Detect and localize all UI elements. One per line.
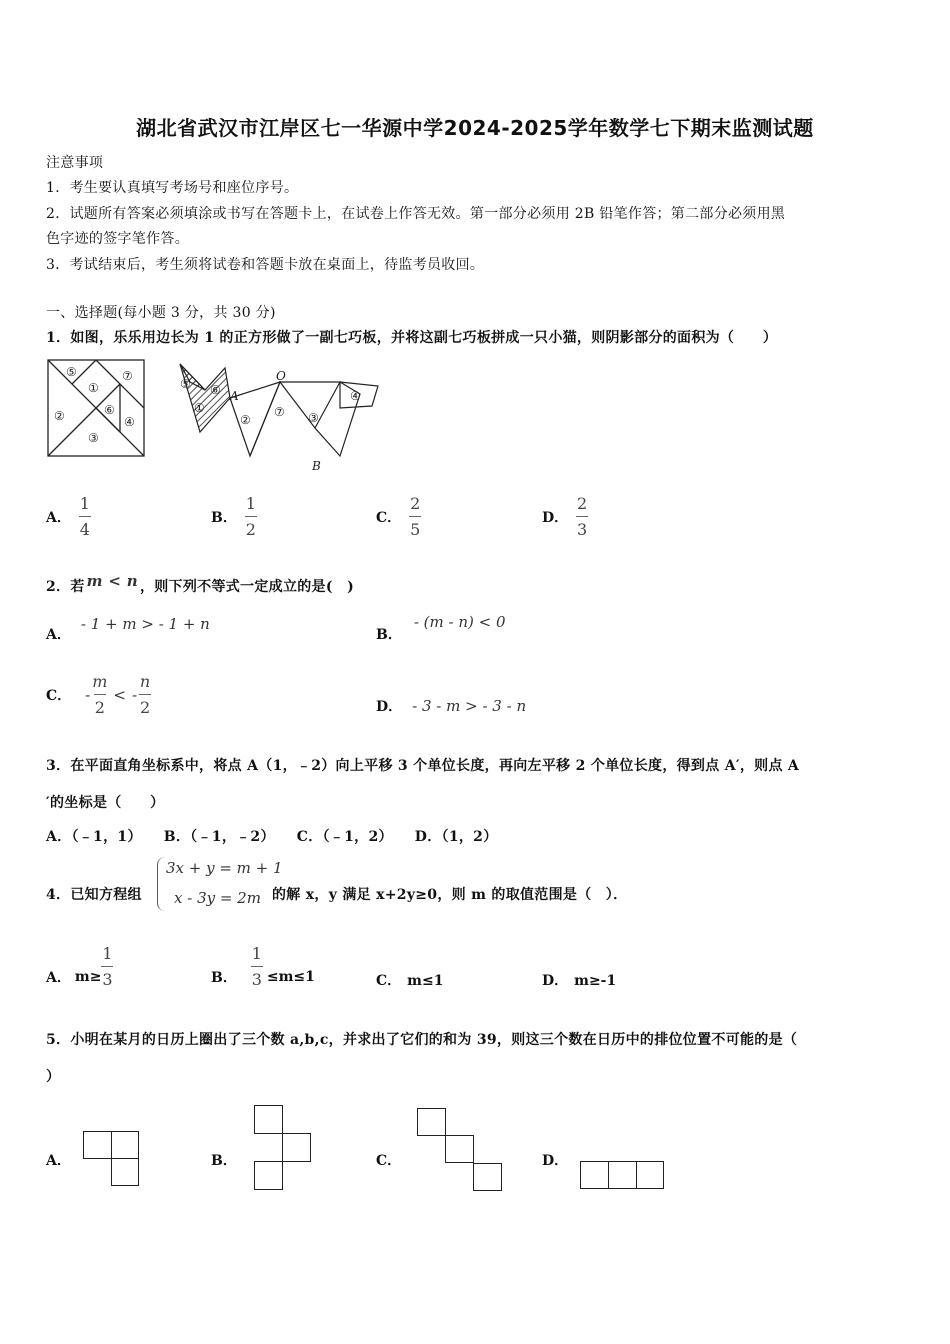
q4-a-num: 1 bbox=[102, 944, 113, 963]
q1-d-num: 2 bbox=[577, 494, 588, 513]
calendar-cell bbox=[417, 1108, 446, 1136]
q4-option-a-pre: m≥ bbox=[74, 968, 102, 985]
q4-eq1: 3x + y = m + 1 bbox=[166, 859, 283, 877]
q1-option-b-frac bbox=[245, 494, 257, 539]
q4-option-d-text: m≥-1 bbox=[574, 973, 617, 989]
sq-label-4: ④ bbox=[124, 415, 135, 429]
q4-option-a[interactable] bbox=[46, 944, 113, 989]
q4-b-den: 3 bbox=[251, 970, 262, 989]
q1-a-num: 1 bbox=[79, 494, 90, 513]
q3-stem-line1: 3．在平面直角坐标系中，将点 A（1，﹣2）向上平移 3 个单位长度，再向左平移 2 个单位长度，得到点 A′，则点 A bbox=[46, 758, 800, 774]
q3-option-a[interactable]: A．（﹣1，1） bbox=[46, 829, 142, 845]
q2-option-a-label: A． bbox=[46, 627, 71, 643]
q5-option-a-label[interactable]: A． bbox=[46, 1153, 71, 1169]
q2-option-d[interactable] bbox=[376, 696, 526, 716]
q1-option-c-label: C． bbox=[376, 509, 402, 526]
q1-d-den: 3 bbox=[577, 520, 588, 539]
q2-c-frac2 bbox=[139, 672, 151, 717]
calendar-cell bbox=[580, 1161, 609, 1189]
calendar-cell bbox=[636, 1161, 664, 1189]
sq-label-6: ⑥ bbox=[104, 403, 115, 417]
sq-label-3: ③ bbox=[88, 431, 99, 445]
note-item-3: 3．考试结束后，考生须将试卷和答题卡放在桌面上，待监考员收回。 bbox=[46, 257, 485, 273]
calendar-cell bbox=[111, 1131, 139, 1159]
q2-c-neg2: - bbox=[131, 685, 138, 704]
q4-a-den: 3 bbox=[102, 970, 113, 989]
q3-option-b[interactable]: B．（﹣1，﹣2） bbox=[163, 829, 275, 845]
q5-stem-line2: ） bbox=[46, 1069, 61, 1085]
sq-label-5: ⑤ bbox=[66, 365, 77, 379]
q4-option-c-text: m≤1 bbox=[407, 973, 444, 989]
q4-option-b-label: B． bbox=[211, 969, 237, 986]
cat-label-7: ⑦ bbox=[274, 405, 285, 419]
q1-tangram-figure bbox=[40, 352, 390, 482]
q1-option-a[interactable] bbox=[46, 494, 91, 539]
q2-option-c[interactable] bbox=[46, 672, 151, 717]
q5-option-d-label[interactable]: D． bbox=[542, 1153, 569, 1169]
q1-c-den: 5 bbox=[410, 520, 421, 539]
q4-option-b-frac bbox=[251, 944, 263, 989]
q1-option-c-frac bbox=[409, 494, 421, 539]
q1-stem: 1．如图，乐乐用边长为 1 的正方形做了一副七巧板，并将这副七巧板拼成一只小猫，则阴影部分的面积为（ ） bbox=[46, 330, 778, 346]
q1-option-c[interactable] bbox=[376, 494, 421, 539]
q2-c-num1: m bbox=[92, 672, 108, 691]
note-item-2-cont: 色字迹的签字笔作答。 bbox=[46, 231, 189, 247]
sq-label-1: ① bbox=[88, 381, 99, 395]
q3-stem-line2: ′的坐标是（ ） bbox=[46, 795, 165, 811]
note-item-2: 2．试题所有答案必须填涂或书写在答题卡上，在试卷上作答无效。第一部分必须用 2B 铅笔作答；第二部分必须用黑 bbox=[46, 206, 786, 222]
q2-stem-suffix: ，则下列不等式一定成立的是( ) bbox=[139, 579, 355, 595]
q4-option-d[interactable] bbox=[542, 970, 616, 990]
q2-c-num2: n bbox=[139, 672, 151, 691]
cat-label-b: B bbox=[312, 459, 321, 473]
q2-option-a-expr: - 1 + m > - 1 + n bbox=[80, 615, 210, 633]
q2-option-c-label: C． bbox=[46, 687, 72, 704]
q1-option-a-label: A． bbox=[46, 509, 71, 526]
q4-option-a-label: A． bbox=[46, 969, 71, 986]
sq-label-2: ② bbox=[54, 409, 65, 423]
q4-eq2: x - 3y = 2m bbox=[174, 889, 261, 907]
q2-c-neg1: - bbox=[85, 685, 91, 704]
cat-label-4: ④ bbox=[350, 389, 361, 403]
cat-label-1: ① bbox=[194, 401, 205, 415]
q4-option-b[interactable] bbox=[211, 944, 315, 989]
q4-option-d-label: D． bbox=[542, 973, 569, 989]
q2-c-den1: 2 bbox=[94, 698, 105, 717]
q3-option-c[interactable]: C．（﹣1，2） bbox=[296, 829, 393, 845]
q4-stem-suffix: 的解 x，y 满足 x+2y≥0，则 m 的取值范围是（ ）． bbox=[272, 887, 628, 903]
q1-option-d-frac bbox=[576, 494, 588, 539]
q4-option-b-post: ≤m≤1 bbox=[266, 968, 315, 985]
section-heading: 一、选择题(每小题 3 分，共 30 分) bbox=[46, 305, 276, 321]
calendar-cell bbox=[254, 1105, 283, 1134]
cat-label-a: A bbox=[230, 389, 239, 403]
sq-label-7: ⑦ bbox=[122, 369, 133, 383]
q2-option-d-expr: - 3 - m > - 3 - n bbox=[412, 697, 527, 715]
calendar-cell bbox=[254, 1161, 283, 1190]
q2-c-rel: < bbox=[113, 685, 126, 704]
q1-b-num: 1 bbox=[245, 494, 256, 513]
q4-system-brace bbox=[157, 857, 166, 911]
q5-option-b-label[interactable]: B． bbox=[211, 1153, 237, 1169]
q2-c-den2: 2 bbox=[139, 698, 151, 717]
q2-condition: m < n bbox=[86, 572, 138, 590]
q4-option-a-frac bbox=[101, 944, 113, 989]
note-item-1: 1．考生要认真填写考场号和座位序号。 bbox=[46, 180, 299, 196]
calendar-cell bbox=[473, 1163, 502, 1191]
q1-option-a-frac bbox=[79, 494, 91, 539]
page-title: 湖北省武汉市江岸区七一华源中学2024-2025学年数学七下期末监测试题 bbox=[136, 116, 814, 140]
q1-option-d-label: D． bbox=[542, 509, 569, 526]
q5-option-c-label[interactable]: C． bbox=[376, 1153, 402, 1169]
q1-option-b-label: B． bbox=[211, 509, 237, 526]
q2-c-frac1 bbox=[92, 672, 107, 717]
q1-option-b[interactable] bbox=[211, 494, 257, 539]
q1-option-d[interactable] bbox=[542, 494, 588, 539]
calendar-cell bbox=[445, 1135, 474, 1163]
q1-c-num: 2 bbox=[410, 494, 421, 513]
cat-label-6: ⑥ bbox=[210, 383, 221, 397]
q4-b-num: 1 bbox=[251, 944, 262, 963]
q2-option-d-label: D． bbox=[376, 699, 403, 715]
q3-option-d[interactable]: D．（1，2） bbox=[414, 829, 498, 845]
q2-option-a[interactable] bbox=[46, 614, 210, 643]
q2-option-b[interactable] bbox=[376, 612, 506, 643]
cat-label-3: ③ bbox=[308, 411, 319, 425]
calendar-cell bbox=[83, 1131, 112, 1159]
q3-options bbox=[46, 826, 498, 846]
calendar-cell bbox=[111, 1158, 139, 1186]
cat-label-2: ② bbox=[240, 413, 251, 427]
cat-label-5: ⑤ bbox=[180, 377, 191, 391]
calendar-cell bbox=[282, 1133, 311, 1162]
q4-option-c-label: C． bbox=[376, 973, 402, 989]
cat-label-o: O bbox=[276, 369, 286, 383]
q2-stem bbox=[46, 572, 355, 596]
q1-a-den: 4 bbox=[79, 520, 90, 539]
q2-option-b-label: B． bbox=[376, 627, 402, 643]
q4-stem-prefix: 4．已知方程组 bbox=[46, 887, 142, 903]
q2-stem-prefix: 2．若 bbox=[46, 579, 85, 595]
notes-heading: 注意事项 bbox=[46, 155, 104, 171]
q4-option-c[interactable] bbox=[376, 970, 443, 990]
calendar-cell bbox=[608, 1161, 637, 1189]
q2-option-b-expr: - (m - n) < 0 bbox=[413, 613, 506, 631]
q1-b-den: 2 bbox=[245, 520, 256, 539]
q5-stem-line1: 5．小明在某月的日历上圈出了三个数 a,b,c，并求出了它们的和为 39，则这三个数在日历中的排位位置不可能的是（ bbox=[46, 1032, 798, 1048]
